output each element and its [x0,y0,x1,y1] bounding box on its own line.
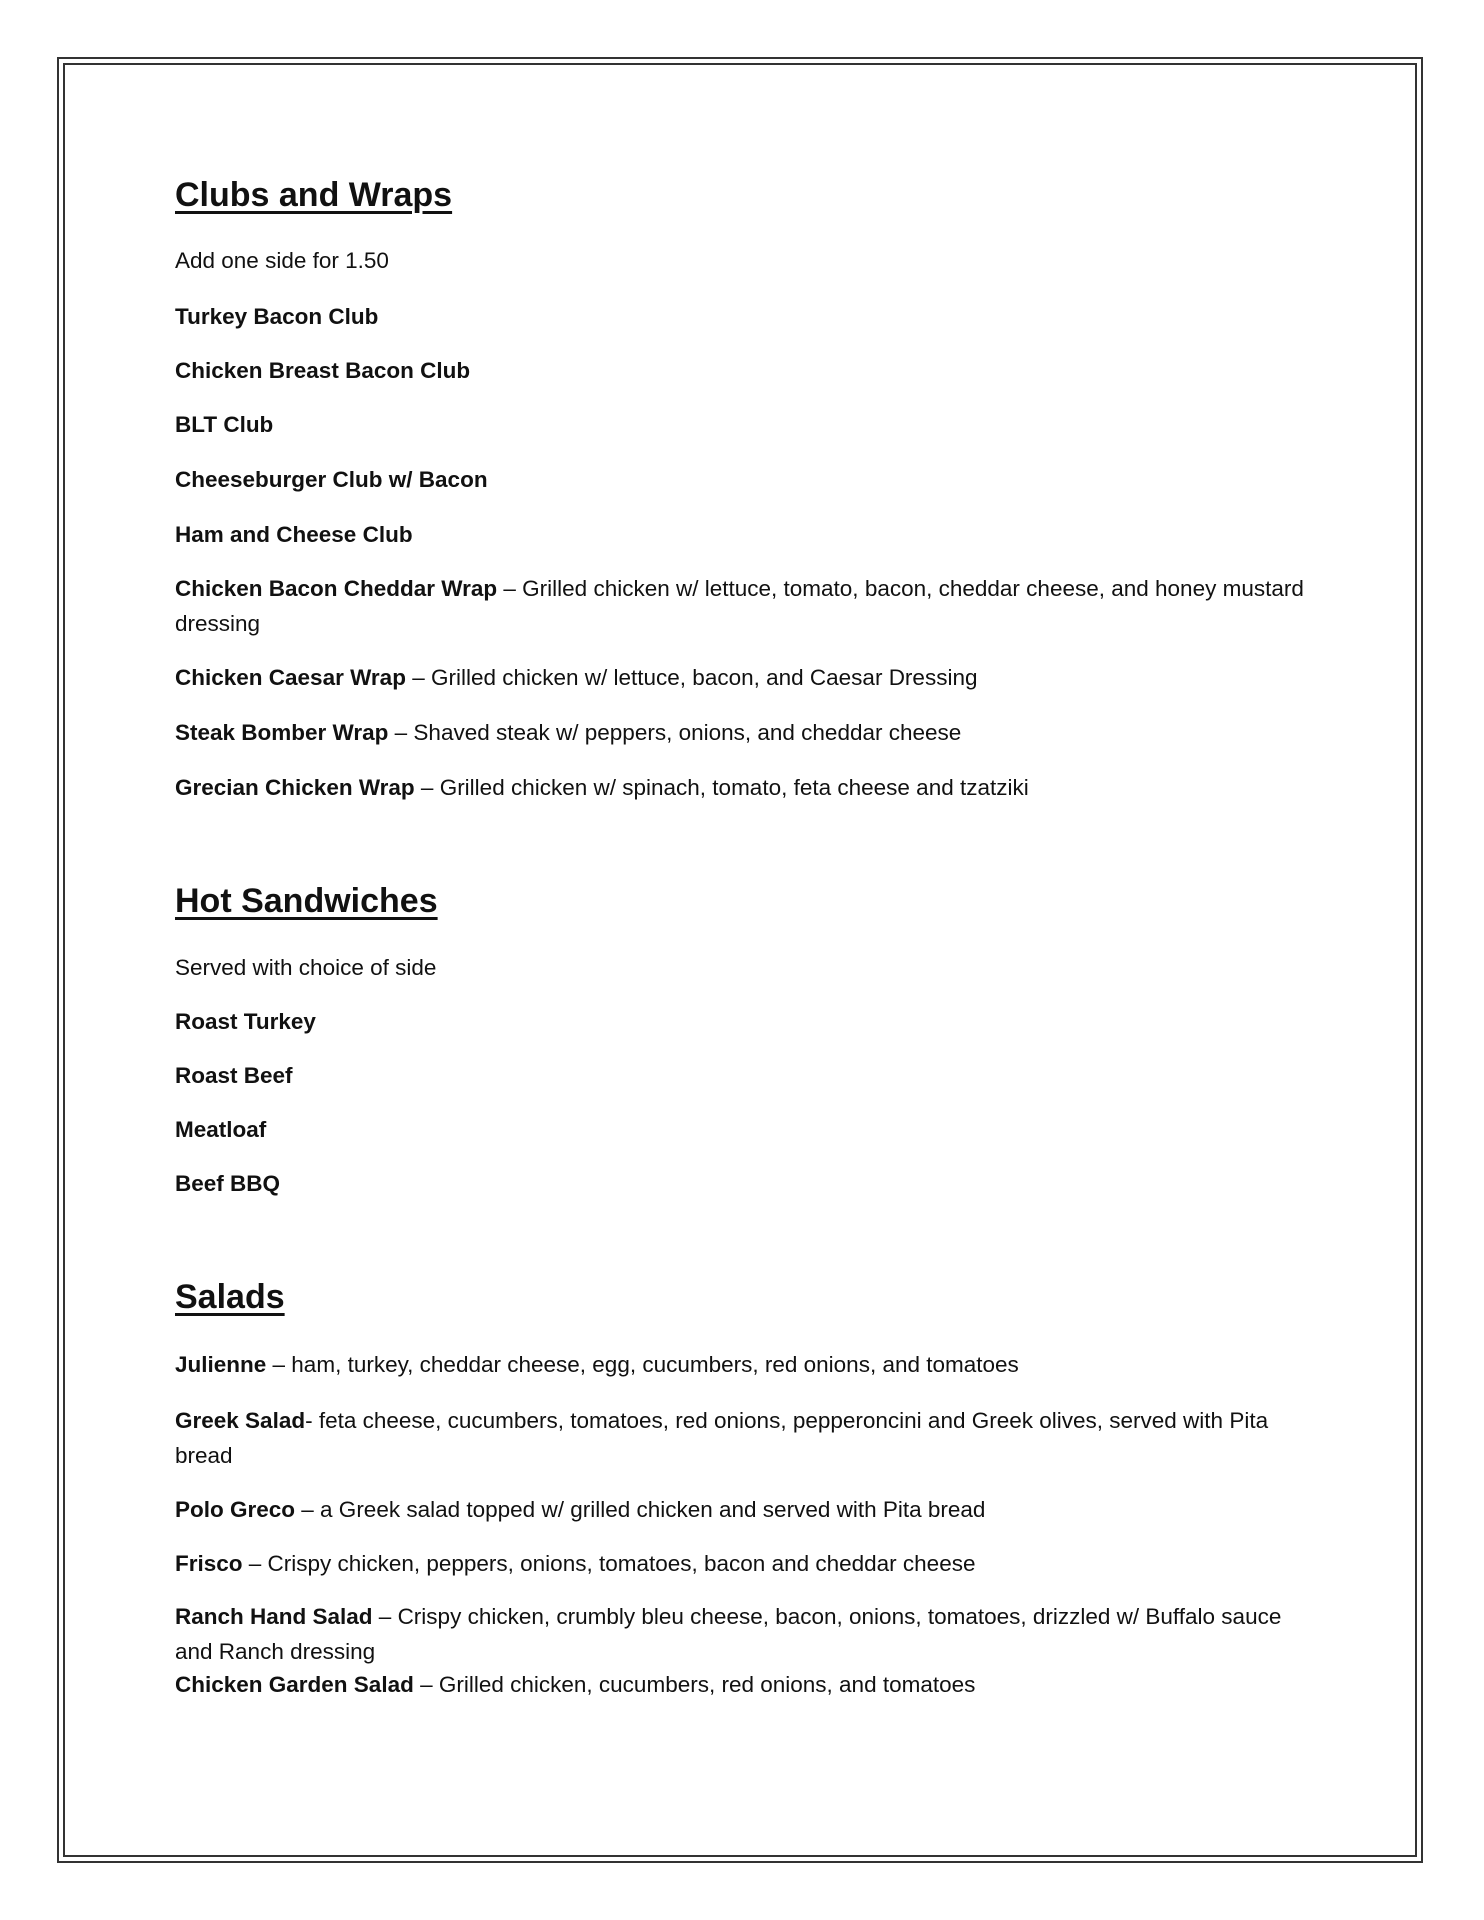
menu-item [175,715,1325,750]
menu-item [175,462,1325,497]
item-desc: – ham, turkey, cheddar cheese, egg, cucumbers, red onions, and tomatoes [266,1352,1019,1377]
item-desc: – Crispy chicken, crumbly bleu cheese, bacon, onions, tomatoes, drizzled w/ Buffalo sauce and Ranch dressing [175,1604,1282,1664]
menu-item [175,1492,1325,1527]
menu-item [175,770,1325,805]
section-title-hot-sandwiches: Hot Sandwiches [175,882,438,920]
item-name: Polo Greco [175,1497,296,1522]
item-name: Chicken Caesar Wrap [175,665,406,690]
menu-item [175,1546,1325,1581]
clubs-note: Add one side for 1.50 [175,248,389,273]
item-desc: – Shaved steak w/ peppers, onions, and cheddar cheese [388,720,962,745]
menu-item [175,1403,1325,1473]
item-name: BLT Club [175,412,274,437]
item-desc: – Grilled chicken w/ lettuce, bacon, and Caesar Dressing [405,665,978,690]
item-name: Julienne [175,1352,267,1377]
item-desc: – a Greek salad topped w/ grilled chicken and served with Pita bread [295,1497,986,1522]
menu-item: Meatloaf [175,1117,267,1142]
item-name: Frisco [175,1551,243,1576]
menu-item: Beef BBQ [175,1171,281,1196]
item-name: Chicken Breast Bacon Club [175,358,471,383]
item-name: Turkey Bacon Club [175,304,379,329]
item-name: Ham and Cheese Club [175,522,413,547]
item-desc: - feta cheese, cucumbers, tomatoes, red onions, pepperoncini and Greek olives, served with Pita bread [175,1408,1269,1468]
menu-item [175,517,1325,552]
section-title-salads: Salads [175,1278,285,1316]
item-name: Cheeseburger Club w/ Bacon [175,467,488,492]
item-name: Greek Salad [175,1408,306,1433]
item-name: Ranch Hand Salad [175,1604,373,1629]
menu-item [175,1667,1325,1702]
menu-item [175,660,1325,695]
menu-item: Roast Beef [175,1063,293,1088]
item-name: Chicken Bacon Cheddar Wrap [175,576,498,601]
menu-item [175,407,1325,442]
hot-note: Served with choice of side [175,955,437,980]
menu-item [175,353,1325,388]
menu-item [175,571,1325,641]
section-title-clubs: Clubs and Wraps [175,176,453,214]
item-name: Steak Bomber Wrap [175,720,389,745]
item-desc: – Grilled chicken, cucumbers, red onions, and tomatoes [413,1672,976,1697]
item-name: Grecian Chicken Wrap [175,775,415,800]
menu-item [175,299,1325,334]
menu-item [175,1347,1325,1382]
menu-item: Roast Turkey [175,1009,316,1034]
item-desc: – Crispy chicken, peppers, onions, tomatoes, bacon and cheddar cheese [242,1551,976,1576]
menu-item [175,1599,1325,1669]
item-desc: – Grilled chicken w/ lettuce, tomato, bacon, cheddar cheese, and honey mustard dressing [175,576,1304,636]
item-desc: – Grilled chicken w/ spinach, tomato, feta cheese and tzatziki [414,775,1029,800]
item-name: Chicken Garden Salad [175,1672,414,1697]
